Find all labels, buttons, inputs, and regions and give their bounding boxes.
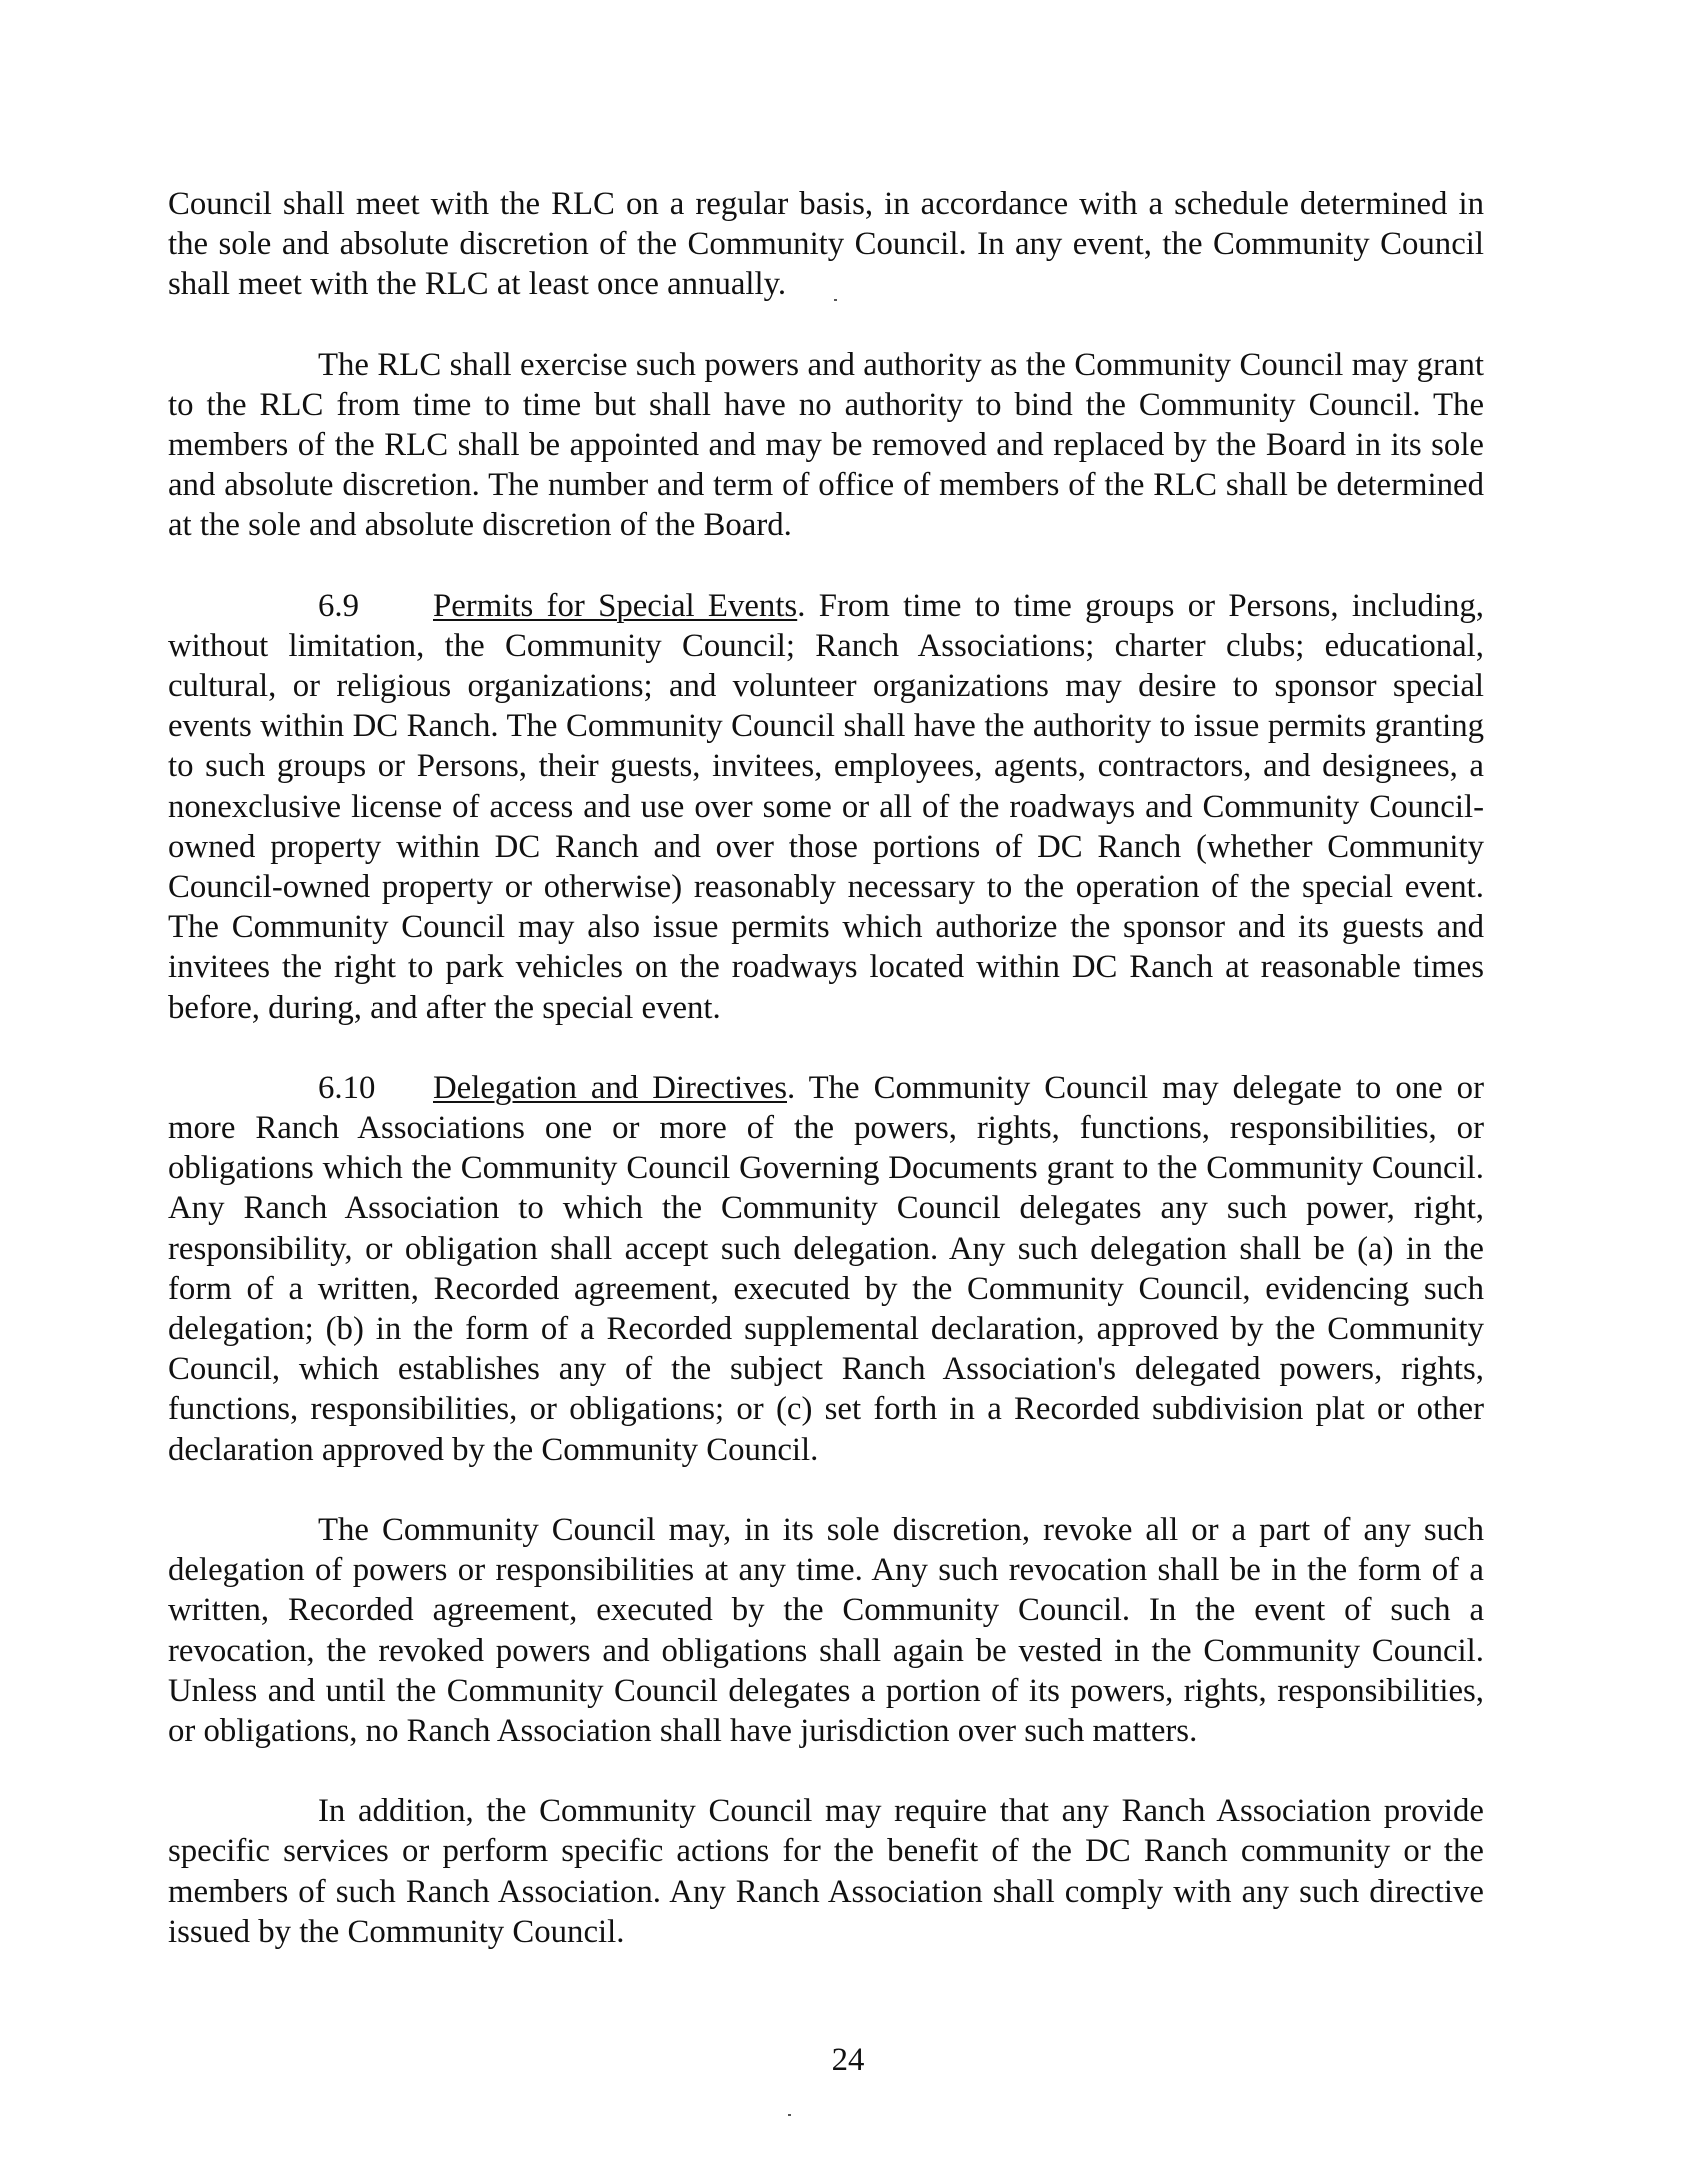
paragraph-council-meetings: Council shall meet with the RLC on a regular basis, in accordance with a schedule determined in the sole and absolute discretion of the Community Council. In any event, the Community Council shall meet with the RLC at least once annually. bbox=[168, 186, 1484, 303]
paragraph-directives: In addition, the Community Council may require that any Ranch Association provide specific services or perform specific actions for the benefit of the DC Ranch community or the members of such Ranch Association. Any Ranch Association shall comply with any such directive issued by the Community Council. bbox=[168, 1793, 1484, 1950]
document-body bbox=[168, 184, 1484, 1992]
section-number: 6.9 bbox=[318, 587, 359, 624]
section-text: . The Community Council may delegate to one or more Ranch Associations one or more of the powers, rights, functions, responsibilities, or obligations which the Community Council Governing Documents grant to the Community Council. Any Ranch Association to which the Community Council delegates any such power, right, responsibility, or obligation shall accept such delegation. Any such delegation shall be (a) in the form of a written, Recorded agreement, executed by the Community Council, evidencing such delegation; (b) in the form of a Recorded supplemental declaration, approved by the Community Council, which establishes any of the subject Ranch Association's delegated powers, rights, functions, responsibilities, or obligations; or (c) set forth in a Recorded subdivision plat or other declaration approved by the Community Council. bbox=[168, 1069, 1484, 1468]
section-6-10 bbox=[168, 1068, 1484, 1470]
section-number: 6.10 bbox=[318, 1069, 376, 1106]
section-6-9 bbox=[168, 586, 1484, 1028]
scan-speck bbox=[788, 2114, 791, 2116]
page-number: 24 bbox=[831, 2042, 865, 2078]
section-heading: Delegation and Directives bbox=[433, 1069, 787, 1106]
section-text: . From time to time groups or Persons, including, without limitation, the Community Council; Ranch Associations; charter clubs; educational, cultural, or religious organizations; and volunteer organizations may desire to sponsor special events within DC Ranch. The Community Council shall have the authority to issue permits granting to such groups or Persons, their guests, invitees, employees, agents, contractors, and designees, a nonexclusive license of access and use over some or all of the roadways and Community Council-owned property within DC Ranch and over those portions of DC Ranch (whether Community Council-owned property or otherwise) reasonably necessary to the operation of the special event. The Community Council may also issue permits which authorize the sponsor and its guests and invitees the right to park vehicles on the roadways located within DC Ranch at reasonable times before, during, and after the special event. bbox=[168, 587, 1484, 1026]
paragraph-revocation: The Community Council may, in its sole discretion, revoke all or a part of any such delegation of powers or responsibilities at any time. Any such revocation shall be in the form of a written, Recorded agreement, executed by the Community Council. In the event of such a revocation, the revoked powers and obligations shall again be vested in the Community Council. Unless and until the Community Council delegates a portion of its powers, rights, responsibilities, or obligations, no Ranch Association shall have jurisdiction over such matters. bbox=[168, 1511, 1484, 1749]
paragraph-rlc-powers: The RLC shall exercise such powers and authority as the Community Council may grant to the RLC from time to time but shall have no authority to bind the Community Council. The members of the RLC shall be appointed and may be removed and replaced by the Board in its sole and absolute discretion. The number and term of office of members of the RLC shall be determined at the sole and absolute discretion of the Board. bbox=[168, 346, 1484, 544]
section-heading: Permits for Special Events bbox=[433, 587, 798, 624]
scan-speck bbox=[834, 299, 837, 301]
